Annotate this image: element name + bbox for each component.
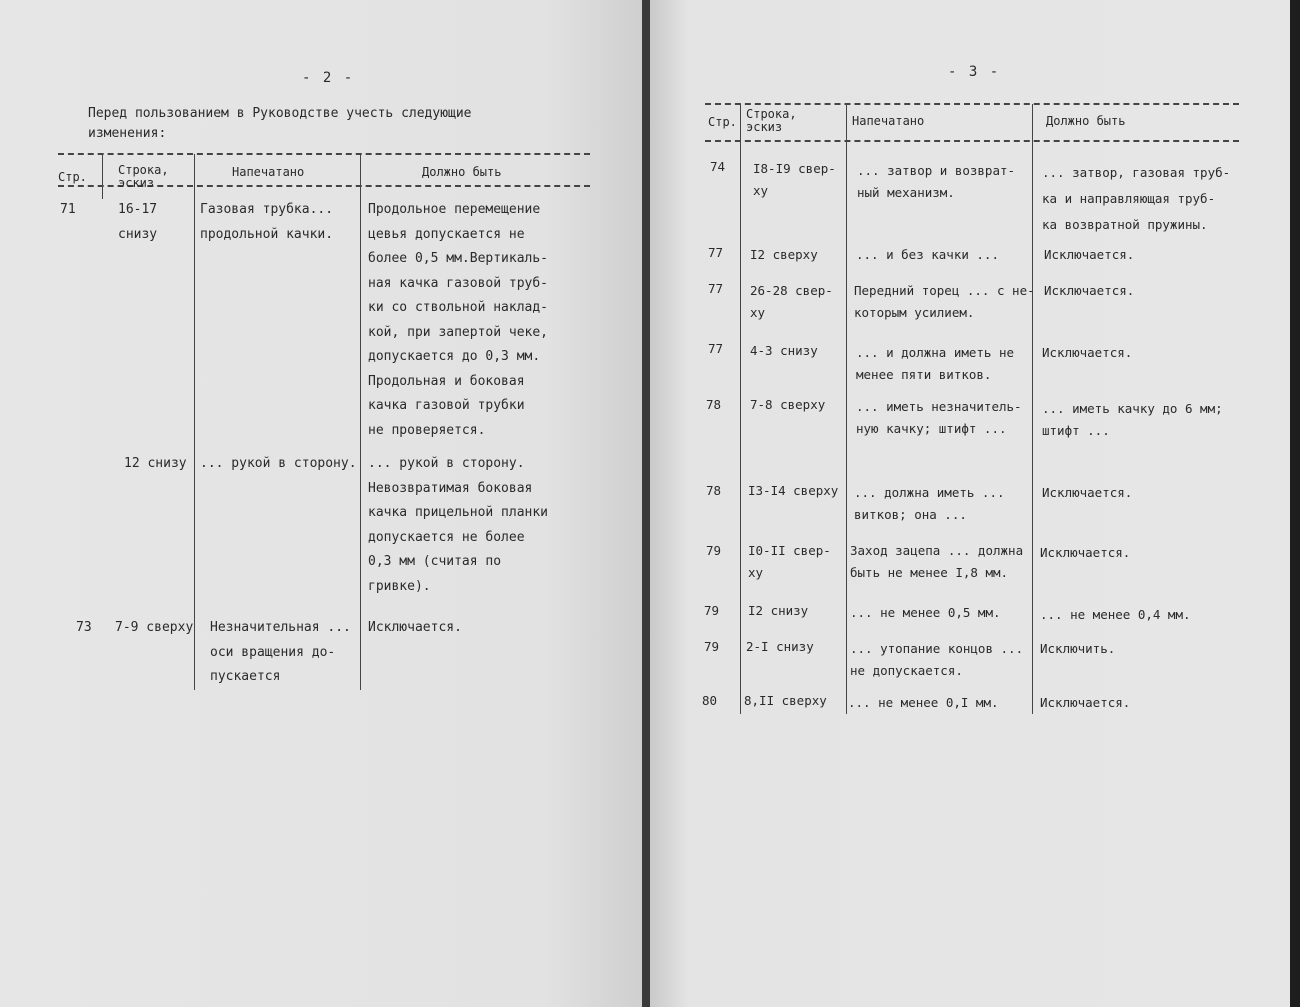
- column-divider: [740, 104, 741, 714]
- column-divider: [1032, 104, 1033, 714]
- cell-line: I2 сверху: [750, 247, 818, 262]
- cell-should-be: Исключается.: [1042, 485, 1133, 500]
- cell-page: 77: [708, 341, 724, 356]
- cell-printed: ... и должна иметь не менее пяти витков.: [856, 345, 1015, 382]
- cell-page: 80: [702, 693, 718, 708]
- cell-should-be: ... иметь качку до 6 мм; штифт ...: [1042, 401, 1223, 438]
- cell-printed: ... и без качки ...: [856, 247, 999, 262]
- header-printed: Напечатано: [852, 114, 925, 128]
- cell-line: 26-28 свер- ху: [750, 283, 833, 320]
- cell-should-be: ... не менее 0,4 мм.: [1040, 607, 1191, 622]
- table-header-rule: [705, 140, 1239, 142]
- header-printed: Напечатано: [232, 165, 305, 179]
- cell-should-be: Исключается.: [1040, 695, 1131, 710]
- cell-line: I3-I4 сверху: [748, 483, 839, 498]
- cell-line: I0-II свер- ху: [748, 543, 831, 580]
- cell-page: 78: [706, 483, 722, 498]
- cell-page: 79: [704, 639, 720, 654]
- left-page: [0, 0, 642, 1007]
- table-top-rule: [705, 103, 1239, 105]
- cell-line: 7-8 сверху: [750, 397, 826, 412]
- page-number-left: - 2 -: [302, 70, 355, 86]
- intro-text: Перед пользованием в Руководстве учесть следующие изменения:: [88, 106, 472, 141]
- cell-should-be: ... рукой в сторону. Невозвратимая боковая качка прицельной планки допускается не более 0,3 мм (считая по гривке).: [368, 456, 549, 594]
- cell-printed: ... не менее 0,I мм.: [848, 695, 999, 710]
- cell-page: 73: [76, 620, 92, 635]
- cell-page: 79: [704, 603, 720, 618]
- cell-page: 74: [710, 159, 726, 174]
- column-divider: [102, 154, 103, 199]
- cell-line: 2-I снизу: [746, 639, 814, 654]
- page-number-right: - 3 -: [948, 64, 1001, 80]
- cell-line: I8-I9 свер- ху: [753, 161, 836, 198]
- cell-page: 77: [708, 281, 724, 296]
- cell-should-be: ... затвор, газовая труб- ка и направляющая труб- ка возвратной пружины.: [1042, 165, 1231, 232]
- cell-should-be: Исключается.: [1044, 247, 1135, 262]
- cell-page: 79: [706, 543, 722, 558]
- cell-printed: ... должна иметь ... витков; она ...: [854, 485, 1005, 522]
- cell-line: 16-17 снизу: [118, 202, 158, 242]
- header-page: Стр.: [708, 115, 737, 129]
- cell-printed: ... утопание концов ... не допускается.: [850, 641, 1024, 678]
- header-page: Стр.: [58, 170, 87, 184]
- cell-printed: Газовая трубка... продольной качки.: [200, 202, 334, 242]
- cell-printed: ... рукой в сторону.: [200, 456, 357, 471]
- header-line: Строка, эскиз: [746, 107, 797, 134]
- cell-should-be: Исключается.: [1044, 283, 1135, 298]
- column-divider: [846, 104, 847, 714]
- header-should-be: Должно быть: [1046, 114, 1126, 128]
- cell-page: 71: [60, 202, 76, 217]
- cell-line: I2 снизу: [748, 603, 809, 618]
- header-line: Строка, эскиз: [118, 163, 169, 190]
- cell-should-be: Продольное перемещение цевья допускается не более 0,5 мм.Вертикаль- ная качка газовой труб- ки со ствольной наклад- кой, при запертой чеке, допускается до 0,3 мм. Продольная и боковая качка газовой трубки не проверяется.: [368, 202, 549, 438]
- cell-line: 12 снизу: [124, 456, 187, 471]
- cell-page: 78: [706, 397, 722, 412]
- cell-page: 77: [708, 245, 724, 260]
- cell-should-be: Исключается.: [1042, 345, 1133, 360]
- cell-printed: Заход зацепа ... должна быть не менее I,8 мм.: [850, 543, 1024, 580]
- cell-line: 8,II сверху: [744, 693, 827, 708]
- column-divider: [194, 154, 195, 690]
- cell-line: 4-3 снизу: [750, 343, 818, 358]
- cell-should-be: Исключить.: [1040, 641, 1116, 656]
- cell-printed: Передний торец ... с не- которым усилием.: [854, 283, 1035, 320]
- cell-printed: Незначительная ... оси вращения до- пускается: [210, 620, 351, 684]
- book-edge: [1290, 0, 1300, 1007]
- cell-printed: ... затвор и возврат- ный механизм.: [857, 163, 1016, 200]
- table-top-rule: [58, 153, 590, 155]
- header-should-be: Должно быть: [422, 165, 502, 179]
- column-divider: [360, 154, 361, 690]
- cell-printed: ... иметь незначитель- ную качку; штифт ...: [856, 399, 1022, 436]
- cell-line: 7-9 сверху: [115, 620, 194, 635]
- cell-printed: ... не менее 0,5 мм.: [850, 605, 1001, 620]
- cell-should-be: Исключается.: [1040, 545, 1131, 560]
- right-page: [650, 0, 1290, 1007]
- book-gutter: [642, 0, 650, 1007]
- cell-should-be: Исключается.: [368, 620, 462, 635]
